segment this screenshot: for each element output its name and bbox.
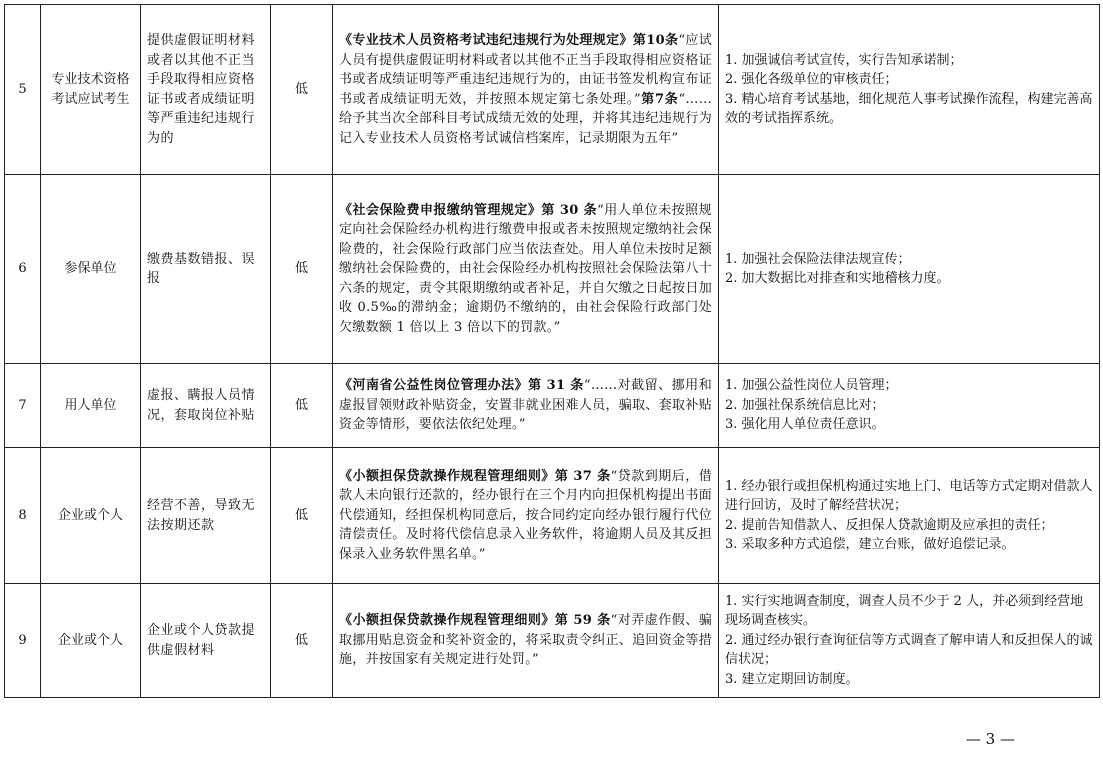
table-row — [5, 364, 1100, 448]
legal-basis — [333, 5, 719, 175]
measure-item: 1. 加强社会保险法律法规宣传； — [725, 251, 911, 267]
risk-description: 提供虚假证明材料或者以其他不正当手段取得相应资格证书或者成绩证明等严重违纪违规行为的 — [141, 5, 271, 175]
row-number: 6 — [5, 175, 41, 364]
risk-table — [4, 4, 1100, 698]
row-number: 7 — [5, 364, 41, 448]
table-row — [5, 5, 1100, 175]
page-number: — 3 — — [965, 730, 1015, 748]
legal-basis-text: “对弄虚作假、骗取挪用贴息资金和奖补资金的，将采取责令纠正、追回资金等措施，并按国家有关规定进行处罚。” — [339, 613, 713, 668]
legal-basis-text: “用人单位未按照规定向社会保险经办机构进行缴费申报或者未按照规定缴纳社会保险费的，社会保险行政部门应当依法查处。用人单位未按时足额缴纳社会保险费的，由社会保险经办机构按照社会保险法第八十六条的规定，责令其限期缴纳或者补足，并自欠缴之日起按日加收 0.5‰的滞纳金；逾期仍不缴纳的，由社会保险行政部门处欠缴数额 1 倍以上 3 倍以下的罚款。” — [339, 202, 712, 335]
table-row — [5, 584, 1100, 698]
risk-object: 企业或个人 — [41, 448, 141, 584]
risk-description: 缴费基数错报、误报 — [141, 175, 271, 364]
risk-object: 企业或个人 — [41, 584, 141, 698]
prevention-measures — [719, 448, 1100, 584]
row-number: 8 — [5, 448, 41, 584]
measure-item: 2. 提前告知借款人、反担保人贷款逾期及应承担的责任； — [725, 517, 1054, 533]
measure-item: 3. 强化用人单位责任意识。 — [725, 417, 885, 433]
risk-description: 虚报、瞒报人员情况，套取岗位补贴 — [141, 364, 271, 448]
risk-level: 低 — [271, 584, 333, 698]
legal-basis-text: “……对截留、挪用和虚报冒领财政补贴资金，安置非就业困难人员，骗取、套取补贴资金等情形，要依法依纪处理。” — [339, 378, 712, 433]
legal-basis — [333, 584, 719, 698]
risk-description: 企业或个人贷款提供虚假材料 — [141, 584, 271, 698]
table-row — [5, 175, 1100, 364]
row-number: 5 — [5, 5, 41, 175]
legal-basis-title: 《社会保险费申报缴纳管理规定》第 30 条 — [339, 202, 598, 218]
risk-object: 用人单位 — [41, 364, 141, 448]
measure-item: 3. 精心培育考试基地，细化规范人事考试操作流程，构建完善高效的考试指挥系统。 — [725, 91, 1093, 126]
measure-item: 2. 加强社保系统信息比对； — [725, 397, 885, 413]
measure-item: 2. 加大数据比对排查和实地稽核力度。 — [725, 271, 950, 286]
measure-item: 3. 采取多种方式追偿，建立台账，做好追偿记录。 — [725, 537, 1015, 552]
legal-basis-text: “贷款到期后，借款人未向银行还款的，经办银行在三个月内向担保机构提出书面代偿通知，经担保机构同意后，按合同约定向经办银行履行代位清偿责任。及时将代偿信息录入业务软件，将逾期人员及其反担保录入业务软件黑名单。” — [339, 468, 713, 562]
table-row — [5, 448, 1100, 584]
legal-basis-title: 《小额担保贷款操作规程管理细则》第 59 条 — [339, 613, 611, 629]
measure-item: 1. 经办银行或担保机构通过实地上门、电话等方式定期对借款人进行回访，及时了解经营状况； — [725, 478, 1093, 513]
prevention-measures — [719, 364, 1100, 448]
legal-basis-title: 《专业技术人员资格考试违纪违规行为处理规定》第10条 — [339, 33, 679, 48]
legal-basis-title: 《小额担保贷款操作规程管理细则》第 37 条 — [339, 468, 611, 484]
measure-item: 2. 通过经办银行查询征信等方式调查了解申请人和反担保人的诚信状况； — [725, 632, 1093, 668]
prevention-measures — [719, 5, 1100, 175]
prevention-measures — [719, 584, 1100, 698]
measure-item: 2. 强化各级单位的审核责任； — [725, 72, 898, 87]
risk-description: 经营不善，导致无法按期还款 — [141, 448, 271, 584]
legal-basis — [333, 364, 719, 448]
row-number: 9 — [5, 584, 41, 698]
risk-level: 低 — [271, 448, 333, 584]
risk-level: 低 — [271, 175, 333, 364]
measure-item: 3. 建立定期回访制度。 — [725, 671, 859, 687]
legal-basis-title: 《河南省公益性岗位管理办法》第 31 条 — [339, 378, 584, 394]
measure-item: 1. 实行实地调查制度，调查人员不少于 2 人，并必须到经营地现场调查核实。 — [725, 593, 1084, 629]
legal-basis — [333, 448, 719, 584]
risk-level: 低 — [271, 364, 333, 448]
legal-basis — [333, 175, 719, 364]
legal-basis-text: “应试人员有提供虚假证明材料或者以其他不正当手段取得相应资格证书或者成绩证明等严重违纪违规行为的，由证书签发机构宣布证书或者成绩证明无效，并按照本规定第七条处理。” — [339, 33, 712, 107]
legal-basis-text-2: “……给予其当次全部科目考试成绩无效的处理，并将其违纪违规行为记入专业技术人员资格考试诚信档案库，记录期限为五年” — [339, 91, 713, 146]
legal-basis-title-2: 第7条 — [640, 91, 679, 107]
risk-object: 参保单位 — [41, 175, 141, 364]
risk-level: 低 — [271, 5, 333, 175]
measure-item: 1. 加强公益性岗位人员管理； — [725, 378, 898, 394]
risk-object: 专业技术资格考试应试考生 — [41, 5, 141, 175]
measure-item: 1. 加强诚信考试宣传，实行告知承诺制； — [725, 52, 963, 68]
prevention-measures — [719, 175, 1100, 364]
